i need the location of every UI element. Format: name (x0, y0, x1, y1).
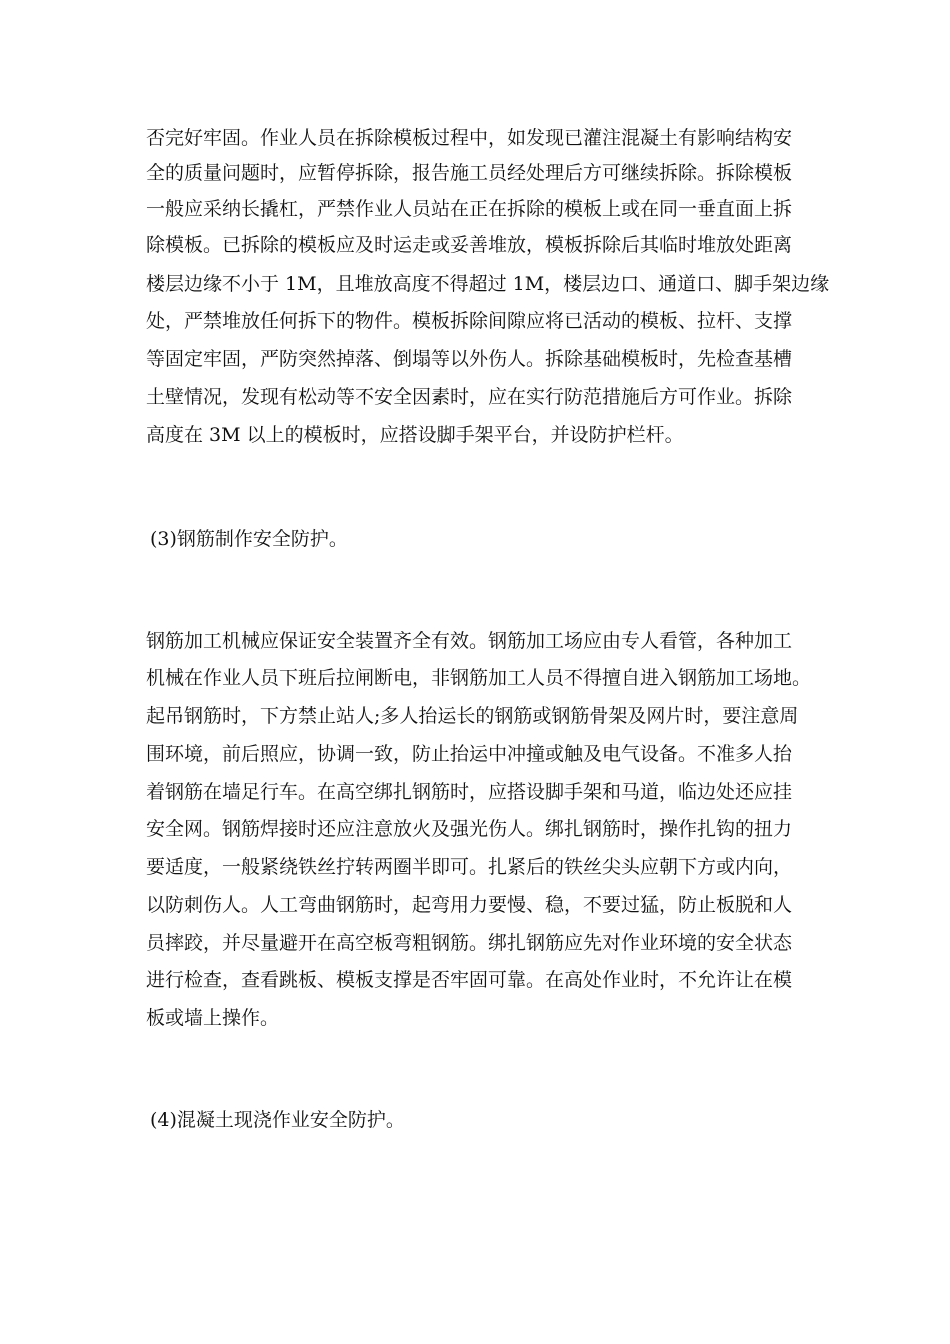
paragraph-1-line-4: 除模板。已拆除的模板应及时运走或妥善堆放，模板拆除后其临时堆放处距离 (146, 234, 793, 256)
paragraph-1-line-6: 处，严禁堆放任何拆下的物件。模板拆除间隙应将已活动的模板、拉杆、支撑 (146, 310, 793, 332)
paragraph-2-line-10: 进行检查，查看跳板、模板支撑是否牢固可靠。在高处作业时，不允许让在模 (146, 969, 793, 991)
paragraph-2-line-11: 板或墙上操作。 (146, 1007, 280, 1029)
paragraph-2-line-3: 起吊钢筋时，下方禁止站人;多人抬运长的钢筋或钢筋骨架及网片时，要注意周 (146, 705, 799, 727)
paragraph-2-line-4: 围环境，前后照应，协调一致，防止抬运中冲撞或触及电气设备。不准多人抬 (146, 743, 793, 765)
paragraph-2-line-2: 机械在作业人员下班后拉闸断电，非钢筋加工人员不得擅自进入钢筋加工场地。 (146, 667, 812, 689)
paragraph-2-line-6: 安全网。钢筋焊接时还应注意放火及强光伤人。绑扎钢筋时，操作扎钩的扭力 (146, 818, 793, 840)
paragraph-2-line-5: 着钢筋在墙足行车。在高空绑扎钢筋时，应搭设脚手架和马道，临边处还应挂 (146, 781, 793, 803)
paragraph-1-line-1: 否完好牢固。作业人员在拆除模板过程中，如发现已灌注混凝土有影响结构安 (146, 127, 793, 149)
paragraph-1-line-7: 等固定牢固，严防突然掉落、倒塌等以外伤人。拆除基础模板时，先检查基槽 (146, 348, 793, 370)
paragraph-2-line-1: 钢筋加工机械应保证安全装置齐全有效。钢筋加工场应由专人看管，各种加工 (146, 630, 793, 652)
section-heading-4: (4)混凝土现浇作业安全防护。 (150, 1109, 405, 1131)
paragraph-1-line-2: 全的质量问题时，应暂停拆除，报告施工员经处理后方可继续拆除。拆除模板 (146, 162, 793, 184)
paragraph-1-line-5: 楼层边缘不小于 1M，且堆放高度不得超过 1M，楼层边口、通道口、脚手架边缘 (146, 273, 830, 295)
paragraph-2-line-9: 员摔跤，并尽量避开在高空板弯粗钢筋。绑扎钢筋应先对作业环境的安全状态 (146, 932, 793, 954)
paragraph-2-line-7: 要适度，一般紧绕铁丝拧转两圈半即可。扎紧后的铁丝尖头应朝下方或内向， (146, 856, 793, 878)
section-heading-3: (3)钢筋制作安全防护。 (150, 528, 348, 550)
paragraph-1-line-9: 高度在 3M 以上的模板时，应搭设脚手架平台，并设防护栏杆。 (146, 424, 684, 446)
paragraph-2-line-8: 以防刺伤人。人工弯曲钢筋时，起弯用力要慢、稳，不要过猛，防止板脱和人 (146, 894, 793, 916)
paragraph-1-line-3: 一般应采纳长撬杠，严禁作业人员站在正在拆除的模板上或在同一垂直面上拆 (146, 198, 793, 220)
paragraph-1-line-8: 土壁情况，发现有松动等不安全因素时，应在实行防范措施后方可作业。拆除 (146, 386, 793, 408)
